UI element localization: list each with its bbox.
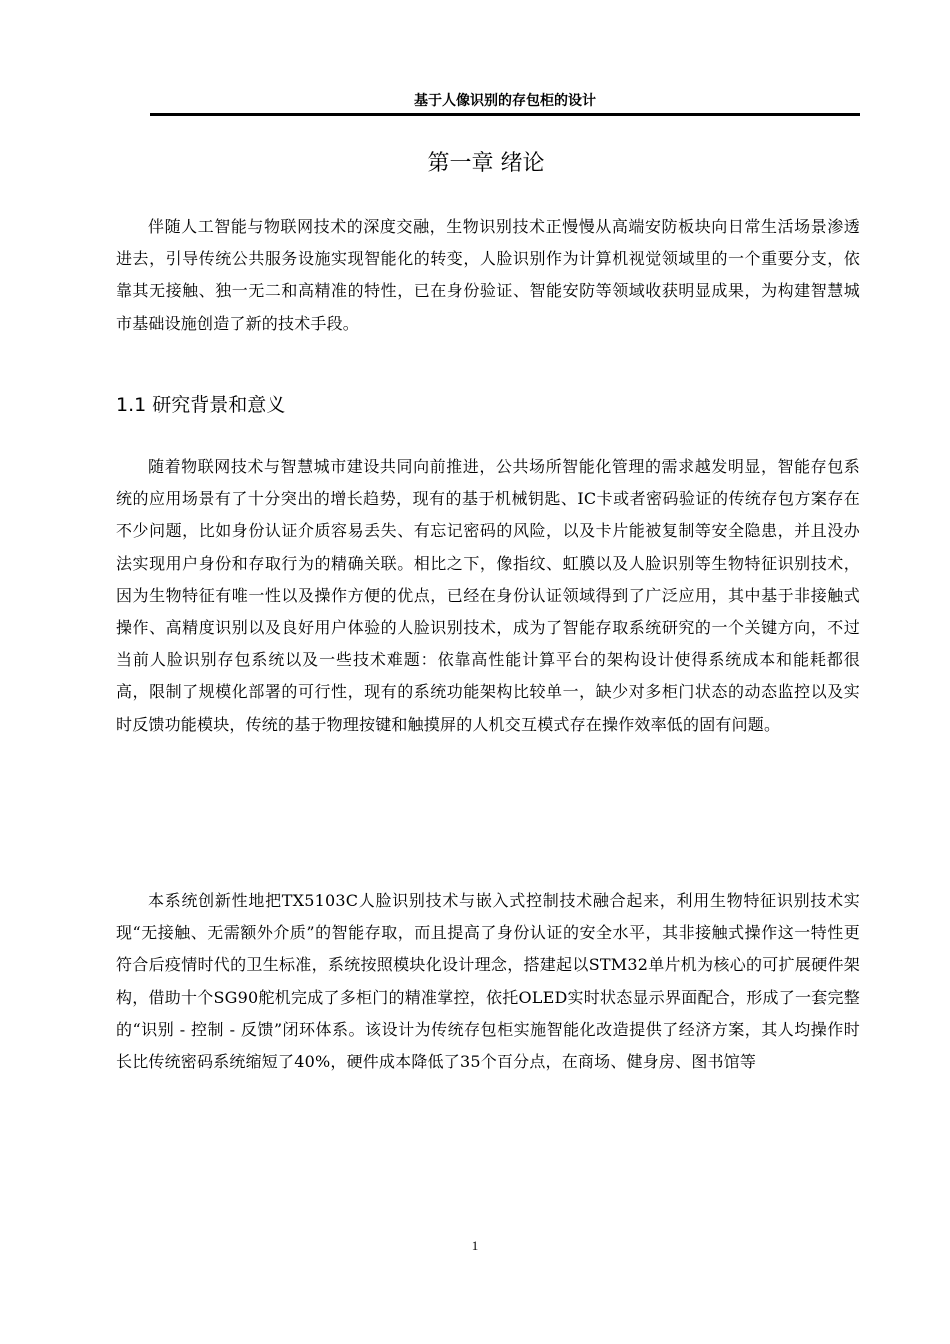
header-rule — [150, 113, 860, 116]
section-heading-1-1: 1.1 研究背景和意义 — [116, 394, 286, 416]
intro-paragraph: 伴随人工智能与物联网技术的深度交融，生物识别技术正慢慢从高端安防板块向日常生活场景渗透进去，引导传统公共服务设施实现智能化的转变，人脸识别作为计算机视觉领域里的一个重要分支，依靠其无接触、独一无二和高精准的特性，已在身份验证、智能安防等领域收获明显成果，为构建智慧城市基础设施创造了新的技术手段。 — [116, 217, 860, 333]
body-paragraph-background: 随着物联网技术与智慧城市建设共同向前推进，公共场所智能化管理的需求越发明显，智能存包系统的应用场景有了十分突出的增长趋势，现有的基于机械钥匙、IC卡或者密码验证的传统存包方案存在不少问题，比如身份认证介质容易丢失、有忘记密码的风险，以及卡片能被复制等安全隐患，并且没办法实现用户身份和存取行为的精确关联。相比之下，像指纹、虹膜以及人脸识别等生物特征识别技术，因为生物特征有唯一性以及操作方便的优点，已经在身份认证领域得到了广泛应用，其中基于非接触式操作、高精度识别以及良好用户体验的人脸识别技术，成为了智能存取系统研究的一个关键方向，不过当前人脸识别存包系统以及一些技术难题：依靠高性能计算平台的架构设计使得系统成本和能耗都很高，限制了规模化部署的可行性，现有的系统功能架构比较单一，缺少对多柜门状态的动态监控以及实时反馈功能模块，传统的基于物理按键和触摸屏的人机交互模式存在操作效率低的固有问题。 — [116, 457, 860, 734]
body-paragraph-system: 本系统创新性地把TX5103C人脸识别技术与嵌入式控制技术融合起来，利用生物特征识别技术实现“无接触、无需额外介质”的智能存取，而且提高了身份认证的安全水平，其非接触式操作这一特性更符合后疫情时代的卫生标准，系统按照模块化设计理念，搭建起以STM32单片机为核心的可扩展硬件架构，借助十个SG90舵机完成了多柜门的精准掌控，依托OLED实时状态显示界面配合，形成了一套完整的“识别 - 控制 - 反馈”闭环体系。该设计为传统存包柜实施智能化改造提供了经济方案，其人均操作时长比传统密码系统缩短了40%，硬件成本降低了35个百分点，在商场、健身房、图书馆等 — [116, 891, 860, 1072]
chapter-title: 第一章 绪论 — [427, 151, 545, 176]
page-number: 1 — [471, 1238, 479, 1253]
running-header-title: 基于人像识别的存包柜的设计 — [414, 93, 596, 109]
